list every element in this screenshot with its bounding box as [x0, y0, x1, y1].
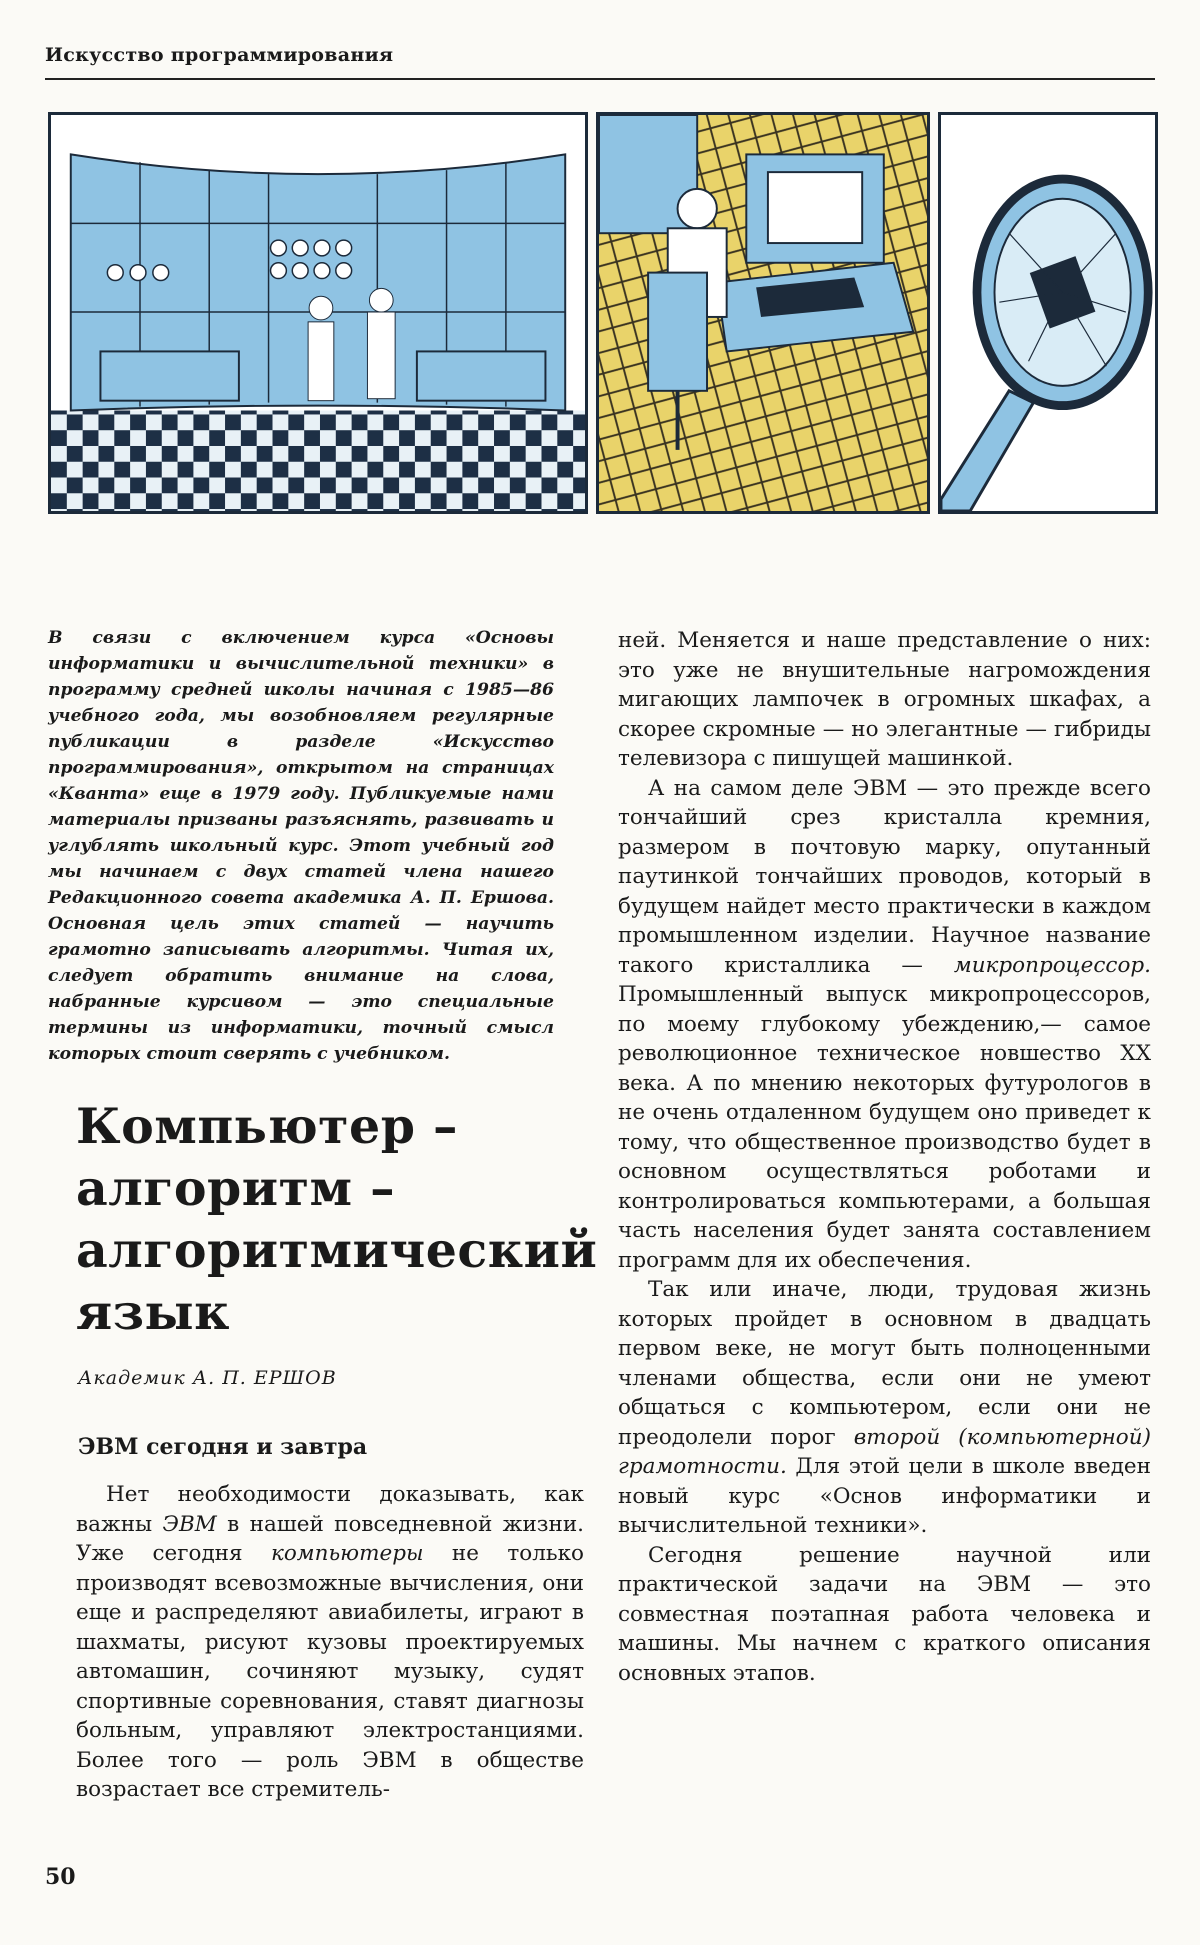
text-run: в нашей повседневной жизни. Уже сегодня: [76, 1511, 584, 1566]
text-run: А на самом деле ЭВМ — это прежде всего тончайший срез кристалла кремния, размером в почтовую марку, опутанный паутинкой тончайших проводов, который в будущем найдет место практически в каждом промышленном изделии. Научное название такого кристаллика —: [618, 775, 1151, 978]
illustration-computer-room: [48, 112, 588, 514]
page-number: 50: [45, 1864, 76, 1890]
title-line: Компьютер –: [76, 1097, 459, 1155]
header-divider: [45, 78, 1155, 80]
text-run: Нет необходимости доказывать, как важны: [76, 1482, 584, 1537]
term: второй (компьютерной) грамотности.: [618, 1424, 1151, 1479]
term: компьютеры: [271, 1541, 424, 1566]
title-line: алгоритм –: [76, 1159, 396, 1217]
paragraph: [76, 1480, 584, 1805]
text-run: Так или иначе, люди, трудовая жизнь которых пройдет в основном в двадцать первом веке, не могут быть полноценными членами общества, если они не умеют общаться с компьютером, если они не преодолели порог: [618, 1277, 1151, 1450]
paragraph: ней. Меняется и наше представление о них: это уже не внушительные нагромождения мигающих лампочек в огромных шкафах, а скорее скромные — но элегантные — гибриды телевизора с пишущей машинкой.: [618, 628, 1151, 771]
illustration-magnifier-chip: [938, 112, 1158, 514]
section-heading: ЭВМ сегодня и завтра: [78, 1434, 368, 1460]
paragraph: [618, 774, 1151, 1276]
body-column-right: [618, 626, 1151, 1688]
text-run: Для этой цели в школе введен новый курс «Основ информатики и вычислительной техники».: [618, 1454, 1151, 1538]
title-line: алгоритмический: [76, 1221, 598, 1279]
title-line: язык: [76, 1283, 230, 1341]
text-run: Промышленный выпуск микропроцессоров, по моему глубокому убеждению,— самое революционное техническое новшество XX века. А по мнению некоторых футурологов в не очень отдаленном будущем оно приведет к тому, что общественное производство будет в основном осуществляться роботами и контролироваться компьютерами, а большая часть населения будет занята составлением программ для их обеспечения.: [618, 982, 1151, 1273]
term: ЭВМ: [162, 1511, 217, 1537]
section-header: Искусство программирования: [45, 44, 394, 66]
intro-note: В связи с включением курса «Основы информатики и вычислительной техники» в программу средней школы начиная с 1985—86 учебного года, мы возобновляем регулярные публикации в разделе «Искусство программирования», открытом на страницах «Кванта» еще в 1979 году. Публикуемые нами материалы призваны разъяснять, развивать и углублять школьный курс. Этот учебный год мы начинаем с двух статей члена нашего Редакционного совета академика А. П. Ершова. Основная цель этих статей — научить грамотно записывать алгоритмы. Читая их, следует обратить внимание на слова, набранные курсивом — это специальные термины из информатики, точный смысл которых стоит сверять с учебником.: [48, 628, 554, 1064]
article-title: [76, 1095, 596, 1343]
paragraph: Сегодня решение научной или практической задачи на ЭВМ — это совместная поэтапная работа человека и машины. Мы начнем с краткого описания основных этапов.: [618, 1542, 1151, 1686]
body-column-left: [76, 1480, 584, 1805]
term: микропроцессор.: [953, 952, 1151, 978]
illustration-terminal-user: [596, 112, 930, 514]
author-byline: Академик А. П. ЕРШОВ: [78, 1367, 337, 1389]
text-run: не только производят всевозможные вычисления, они еще и распределяют авиабилеты, играют в шахматы, рисуют кузовы проектируемых автомашин, сочиняют музыку, судят спортивные соревнования, ставят диагнозы больным, управляют электростанциями. Более того — роль ЭВМ в обществе возрастает все стремитель-: [76, 1541, 585, 1802]
paragraph: [618, 1275, 1151, 1541]
